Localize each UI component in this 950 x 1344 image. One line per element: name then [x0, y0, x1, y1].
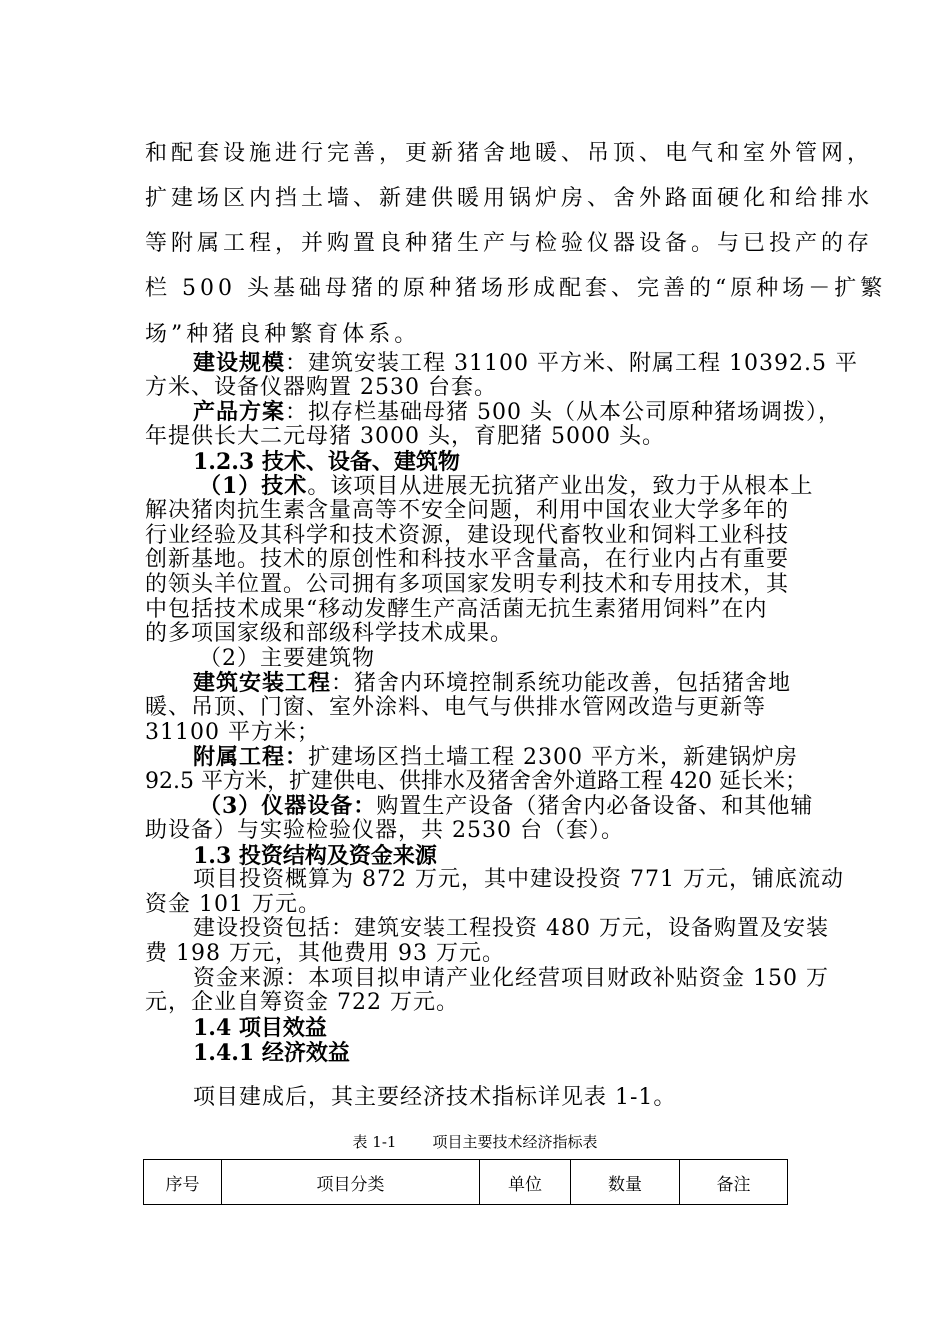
- table-header-cell: 单位: [480, 1160, 571, 1205]
- install-line-1: 建筑安装工程：猪舍内环境控制系统功能改善，包括猪舍地: [193, 670, 792, 696]
- text-line: 等附属工程，并购置良种猪生产与检验仪器设备。与已投产的存: [145, 231, 874, 256]
- text-line: 创新基地。技术的原创性和科技水平含量高，在行业内占有重要: [145, 547, 790, 572]
- section-heading-1-3: 1.3 投资结构及资金来源: [193, 843, 437, 869]
- install-label: 建筑安装工程: [193, 670, 332, 696]
- table-caption: [0, 1132, 950, 1152]
- table-header-cell: 项目分类: [222, 1160, 480, 1205]
- table-header-cell: 备注: [680, 1160, 788, 1205]
- text-line: 31100 平方米；: [145, 720, 320, 745]
- text-line: 场”种猪良种繁育体系。: [145, 322, 421, 347]
- text-line: 方米、设备仪器购置 2530 台套。: [145, 375, 497, 400]
- text-line: 费 198 万元，其他费用 93 万元。: [145, 941, 505, 966]
- table-header-cell: 序号: [144, 1160, 222, 1205]
- attached-line-1: 附属工程：扩建场区挡土墙工程 2300 平方米，新建锅炉房: [193, 744, 798, 770]
- scale-label: 建设规模: [193, 350, 286, 376]
- text-line: 栏 500 头基础母猪的原种猪场形成配套、完善的“原种场－扩繁: [145, 276, 887, 301]
- text-line: 资金来源：本项目拟申请产业化经营项目财政补贴资金 150 万: [193, 966, 829, 991]
- product-label: 产品方案: [193, 399, 286, 425]
- table-header-cell: 数量: [571, 1160, 680, 1205]
- tech-label: （1）技术: [199, 473, 308, 499]
- text-line: 元，企业自筹资金 722 万元。: [145, 990, 459, 1015]
- attached-label: 附属工程：: [193, 744, 309, 770]
- text-line: 项目投资概算为 872 万元，其中建设投资 771 万元，铺底流动: [193, 867, 844, 892]
- section-heading-1-4: 1.4 项目效益: [193, 1015, 327, 1041]
- equipment-line-1: （3）仪器设备：购置生产设备（猪舍内必备设备、和其他辅: [199, 793, 814, 819]
- text-line: 资金 101 万元。: [145, 892, 321, 917]
- text-line: 的领头羊位置。公司拥有多项国家发明专利技术和专用技术，其: [145, 572, 790, 597]
- section-heading-1-4-1: 1.4.1 经济效益: [193, 1040, 350, 1066]
- product-line-1: 产品方案：拟存栏基础母猪 500 头（从本公司原种猪场调拨），: [193, 399, 841, 425]
- subheading-buildings: （2）主要建筑物: [199, 646, 375, 671]
- text-line: 的多项国家级和部级科学技术成果。: [145, 621, 514, 646]
- text-line: 行业经验及其科学和技术资源，建设现代畜牧业和饲料工业科技: [145, 523, 790, 548]
- table-header-row: [144, 1160, 788, 1205]
- equipment-label: （3）仪器设备：: [199, 793, 377, 819]
- text-line: 年提供长大二元母猪 3000 头，育肥猪 5000 头。: [145, 424, 665, 449]
- table-caption-title: 项目主要技术经济指标表: [432, 1133, 598, 1151]
- indicators-table: [143, 1159, 788, 1205]
- text-line: 中包括技术成果“移动发酵生产高活菌无抗生素猪用饲料”在内: [145, 597, 768, 622]
- text-line: 暖、吊顶、门窗、室外涂料、电气与供排水管网改造与更新等: [145, 695, 767, 720]
- text-line: 扩建场区内挡土墙、新建供暖用锅炉房、舍外路面硬化和给排水: [145, 186, 874, 211]
- text-line: 92.5 平方米，扩建供电、供排水及猪舍舍外道路工程 420 延长米；: [145, 769, 807, 794]
- text-line: 解决猪肉抗生素含量高等不安全问题，利用中国农业大学多年的: [145, 498, 790, 523]
- table-caption-number: 表 1-1: [352, 1133, 397, 1151]
- text-line: 助设备）与实验检验仪器，共 2530 台（套）。: [145, 818, 624, 843]
- tech-line-1: （1）技术。该项目从进展无抗猪产业出发，致力于从根本上: [199, 473, 814, 499]
- scale-line-1: 建设规模：建筑安装工程 31100 平方米、附属工程 10392.5 平: [193, 350, 858, 376]
- section-heading-1-2-3: 1.2.3 技术、设备、建筑物: [193, 449, 460, 475]
- text-line: 建设投资包括：建筑安装工程投资 480 万元，设备购置及安装: [193, 916, 829, 941]
- text-line: 和配套设施进行完善，更新猪舍地暖、吊顶、电气和室外管网，: [145, 141, 874, 166]
- table-intro-text: 项目建成后，其主要经济技术指标详见表 1-1。: [193, 1085, 677, 1110]
